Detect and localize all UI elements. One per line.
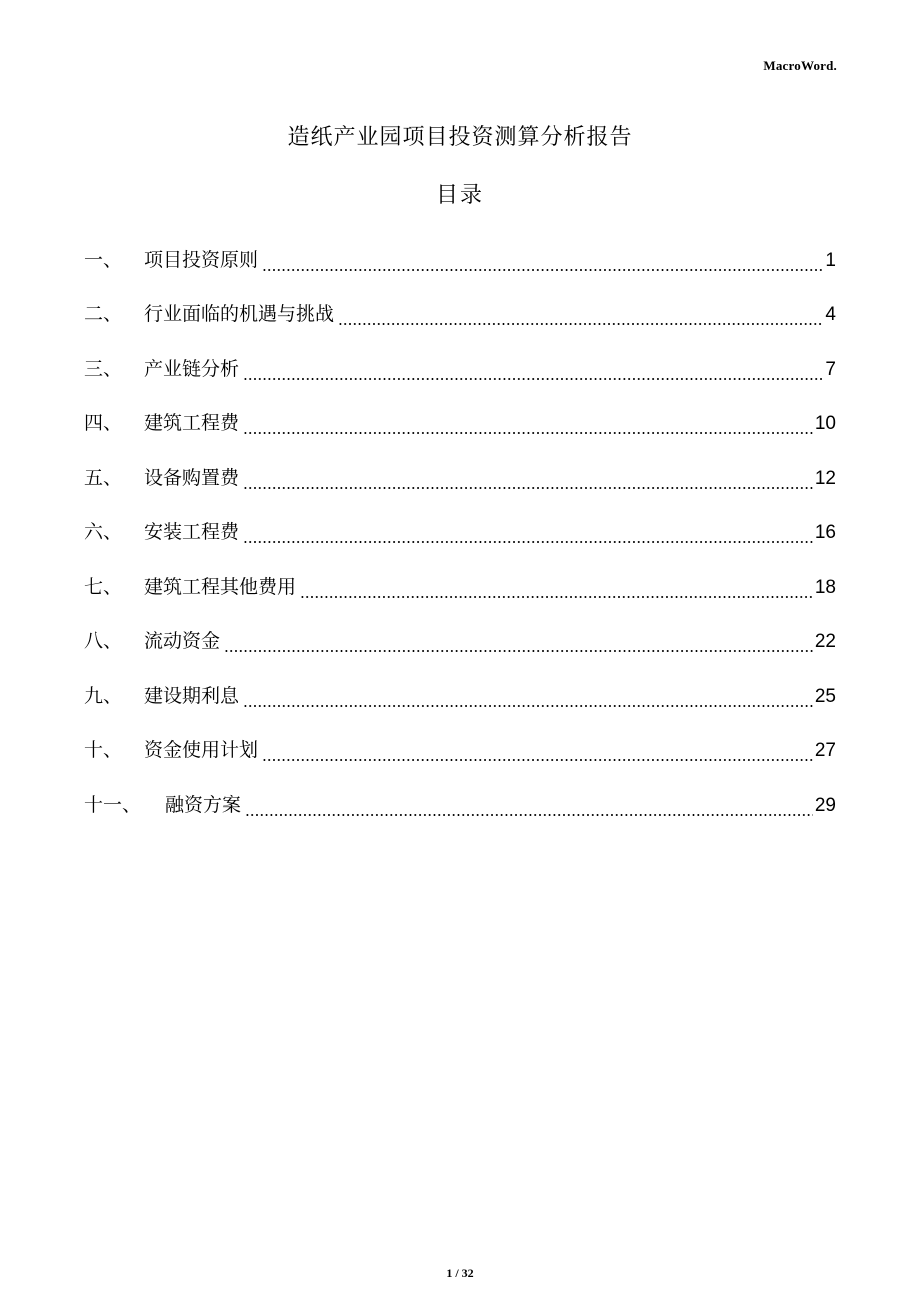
toc-entry-page: 18 [814,576,836,598]
document-title: 造纸产业园项目投资测算分析报告 [287,125,633,150]
toc-entry-title: 设备购置费 [144,466,240,489]
toc-dot-leader [245,814,813,816]
toc-entry-number: 十一、 [84,793,142,816]
toc-entry-number: 一、 [84,248,123,271]
toc-dot-leader [300,596,813,598]
header-brand: MacroWord. [763,58,837,73]
toc-entry[interactable] [84,615,836,670]
toc-dot-leader [338,323,823,325]
toc-entry[interactable] [84,397,836,452]
toc-entry-number: 六、 [84,521,123,544]
page-indicator: 1 / 32 [446,1266,474,1280]
toc-dot-leader [262,759,813,761]
toc-entry[interactable] [84,560,836,615]
toc-entry-number: 九、 [84,684,123,707]
toc-entry[interactable] [84,233,836,288]
toc-entry-title: 建筑工程费 [144,412,240,435]
toc-entry-page: 25 [814,685,836,707]
toc-dot-leader [243,432,813,434]
toc-entry-title: 资金使用计划 [144,739,259,762]
toc-entry-title: 融资方案 [165,793,242,816]
toc-entry-page: 4 [825,304,836,326]
toc-entry-title: 项目投资原则 [144,248,259,271]
toc-entry-page: 22 [814,631,836,653]
toc-entry-title: 建设期利息 [144,684,240,707]
toc-entry-page: 29 [814,794,836,816]
toc-entry[interactable] [84,451,836,506]
toc-entry-title: 安装工程费 [144,521,240,544]
toc-entry-title: 流动资金 [144,630,221,653]
toc-entry[interactable] [84,778,836,833]
toc-entry-number: 四、 [84,412,123,435]
table-of-contents [84,233,836,833]
toc-entry-number: 十、 [84,739,123,762]
toc-entry-page: 7 [825,358,836,380]
toc-entry-page: 1 [825,249,836,271]
toc-dot-leader [224,650,813,652]
toc-entry-title: 建筑工程其他费用 [144,575,297,598]
toc-entry-number: 七、 [84,575,123,598]
toc-entry[interactable] [84,342,836,397]
toc-entry-page: 27 [814,740,836,762]
toc-entry[interactable] [84,724,836,779]
toc-dot-leader [243,378,823,380]
toc-entry-title: 行业面临的机遇与挑战 [144,303,335,326]
toc-dot-leader [262,269,823,271]
toc-entry-number: 三、 [84,357,123,380]
toc-entry-number: 八、 [84,630,123,653]
toc-entry[interactable] [84,288,836,343]
toc-heading: 目录 [435,183,484,208]
toc-dot-leader [243,705,813,707]
toc-entry-page: 10 [814,413,836,435]
toc-entry-page: 12 [814,467,836,489]
toc-entry-page: 16 [814,522,836,544]
toc-dot-leader [243,487,813,489]
toc-entry-title: 产业链分析 [144,357,240,380]
toc-dot-leader [243,541,813,543]
toc-entry[interactable] [84,506,836,561]
toc-entry-number: 二、 [84,303,123,326]
toc-entry-number: 五、 [84,466,123,489]
toc-entry[interactable] [84,669,836,724]
